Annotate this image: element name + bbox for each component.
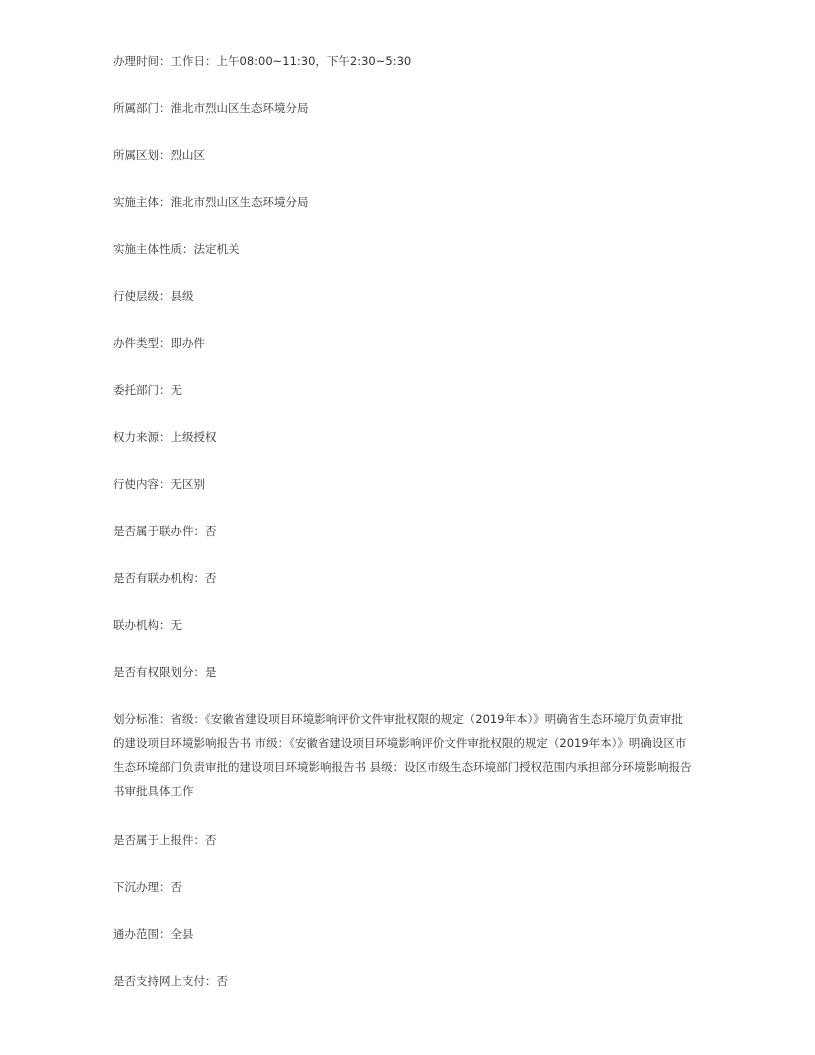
field-value: 烈山区: [170, 148, 205, 162]
field-online-payment: [113, 974, 228, 989]
field-label: 所属部门：: [113, 101, 171, 115]
field-label: 是否有联办机构：: [113, 571, 205, 585]
field-label: 所属区划：: [113, 148, 171, 162]
field-value: 全县: [170, 927, 194, 941]
field-value: 否: [205, 524, 217, 538]
field-has-authority-division: [113, 665, 217, 680]
field-value: 无: [170, 618, 182, 632]
field-value: 无区别: [170, 477, 205, 491]
field-value: 法定机关: [193, 242, 240, 256]
field-value: 省级：《安徽省建设项目环境影响评价文件审批权限的规定（2019年本）》明确省生态环境厅负责审批的建设项目环境影响报告书 市级：《安徽省建设项目环境影响评价文件审批权限的规定（2019年本）》明确设区市生态环境部门负责审批的建设项目环境影响报告书 县级：设区市级生态环境部门授权范围内承担部分环境影响报告书审批具体工作: [113, 712, 692, 798]
field-case-type: [113, 336, 205, 351]
field-label: 委托部门：: [113, 383, 171, 397]
field-entrusted-department: [113, 383, 182, 398]
field-value: 否: [216, 974, 228, 988]
field-value: 淮北市烈山区生态环境分局: [170, 195, 309, 209]
field-value: 否: [170, 880, 182, 894]
field-value: 上级授权: [170, 430, 217, 444]
field-label: 办件类型：: [113, 336, 171, 350]
field-sink-handling: [113, 880, 182, 895]
field-label: 实施主体性质：: [113, 242, 194, 256]
field-service-scope: [113, 927, 194, 942]
field-value: 淮北市烈山区生态环境分局: [170, 101, 309, 115]
field-joint-agency: [113, 618, 182, 633]
field-body-nature: [113, 242, 240, 257]
field-label: 实施主体：: [113, 195, 171, 209]
field-value: 否: [205, 833, 217, 847]
field-joint-case: [113, 524, 217, 539]
field-implementing-body: [113, 195, 309, 210]
field-exercise-level: [113, 289, 194, 304]
field-region: [113, 148, 205, 163]
field-value: 无: [170, 383, 182, 397]
field-label: 办理时间：: [113, 54, 171, 68]
field-has-joint-agency: [113, 571, 217, 586]
field-value: 是: [205, 665, 217, 679]
field-handling-time: [113, 54, 411, 69]
field-label: 行使层级：: [113, 289, 171, 303]
field-value: 否: [205, 571, 217, 585]
field-label: 权力来源：: [113, 430, 171, 444]
field-label: 通办范围：: [113, 927, 171, 941]
field-value: 县级: [170, 289, 194, 303]
field-label: 是否有权限划分：: [113, 665, 205, 679]
field-label: 行使内容：: [113, 477, 171, 491]
field-label: 划分标准：: [113, 712, 171, 726]
field-division-standard: [113, 707, 693, 803]
field-department: [113, 101, 309, 116]
field-report-case: [113, 833, 217, 848]
field-value: 即办件: [170, 336, 205, 350]
field-label: 联办机构：: [113, 618, 171, 632]
field-value: 工作日：上午08:00~11:30，下午2:30~5:30: [170, 54, 412, 68]
field-exercise-content: [113, 477, 205, 492]
field-label: 下沉办理：: [113, 880, 171, 894]
field-label: 是否属于上报件：: [113, 833, 205, 847]
field-label: 是否支持网上支付：: [113, 974, 217, 988]
field-label: 是否属于联办件：: [113, 524, 205, 538]
field-power-source: [113, 430, 217, 445]
